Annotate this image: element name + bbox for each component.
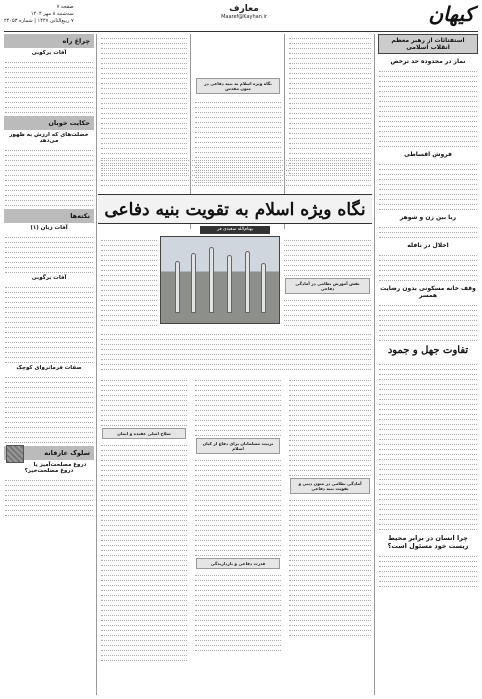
missile-photo <box>160 236 280 324</box>
main-body-wide <box>100 330 372 372</box>
article-subtitle: صفات فرمانروای کوچک <box>16 365 82 371</box>
missile-icon <box>175 261 180 313</box>
article-body <box>4 373 94 443</box>
main-lower-col-left <box>100 236 158 328</box>
section-head-soluk: سلوک عارفانه <box>4 446 94 460</box>
date-line: سه‌شنبه ۸ مهر ۱۴۰۴ <box>30 11 74 17</box>
date-block <box>4 4 74 25</box>
section-title: معارف <box>229 4 259 14</box>
page-label: صفحه ۷ <box>56 4 74 10</box>
lead-paragraph <box>100 156 372 190</box>
article-headline: تفاوت جهل و جمود <box>387 345 469 356</box>
date-line-hijri: ۷ ربیع‌الثانی ۱۴۴۷ | شماره ۲۴۰۵۳ <box>4 18 74 24</box>
article-body <box>4 58 94 113</box>
article-title: نماز در محدوده حد ترخص <box>390 58 466 65</box>
section-head-cheragh-rah: چراغ راه <box>4 34 94 48</box>
article-title: آفات زبان (۱) <box>30 225 68 231</box>
article-body <box>4 233 94 273</box>
column-divider <box>96 34 97 695</box>
article-body <box>4 283 94 363</box>
subheading-box: آمادگی نظامی در متون دینی و تقویت بنیه دفاعی <box>290 478 370 494</box>
subheading-box: نگاه ویژه اسلام به بنیه دفاعی در متون مقدس <box>196 78 280 94</box>
section-head-hekayat: حکایت خوبان <box>4 116 94 130</box>
section-head-nokteha: نکته‌ها <box>4 209 94 223</box>
main-bottom-col-1 <box>100 376 188 695</box>
right-column <box>378 34 478 695</box>
article-subtitle: آفات برگوبی <box>31 275 67 281</box>
article-title: دروغ مصلحت‌آمیز یا دروغ مصلحت‌خیز؟ <box>24 462 87 474</box>
main-bottom-col-2 <box>194 376 282 695</box>
article-title: چرا انسان در برابر محیط زیست خود مسئول است؟ <box>387 534 469 550</box>
article-title: اخلال در نافله <box>407 242 449 249</box>
article-title: آفات برکوبی <box>31 50 67 56</box>
article-title: خصلت‌های که ارزش به ظهور می‌دهد <box>9 132 89 144</box>
masthead <box>4 4 478 30</box>
column-divider <box>374 34 375 695</box>
section-header <box>154 4 334 20</box>
section-email: Maaref@Kayhan.ir <box>221 14 267 20</box>
subheading-box: نقش آموزش نظامی در آمادگی دفاعی <box>285 278 370 294</box>
byline: بهنام‌الله سعیدی فر <box>200 226 270 234</box>
main-bottom-col-3 <box>288 376 372 695</box>
author-photo <box>6 445 24 463</box>
main-lower-col-right <box>283 236 372 328</box>
newspaper-logo: کیهان <box>428 2 474 26</box>
missile-icon <box>261 263 266 313</box>
missile-icon <box>227 255 232 313</box>
article-title: وقف خانه مسکونی بدون رضایت همسر <box>380 285 476 299</box>
subheading-box: تربیت مسلمانان برای دفاع از کیان اسلام <box>196 438 280 454</box>
article-title: فروش اقساطی <box>404 151 452 158</box>
main-headline: نگاه ویژه اسلام به تقویت بنیه دفاعی <box>98 194 372 224</box>
article-body <box>4 476 94 516</box>
missile-icon <box>209 247 214 313</box>
missile-icon <box>245 251 250 313</box>
left-column <box>4 34 94 695</box>
masthead-rule <box>4 31 478 32</box>
article-title: ربا بین زن و شوهر <box>399 214 457 221</box>
missile-icon <box>191 253 196 313</box>
subheading-box: سلاح اصلی عقیده و ایمان <box>102 428 186 439</box>
subheading-box: قدرت دفاعی و بازدارندگی <box>196 558 280 569</box>
section-head-estefta: استفتائات از رهبر معظم انقلاب اسلامی <box>378 34 478 54</box>
article-body <box>4 146 94 206</box>
